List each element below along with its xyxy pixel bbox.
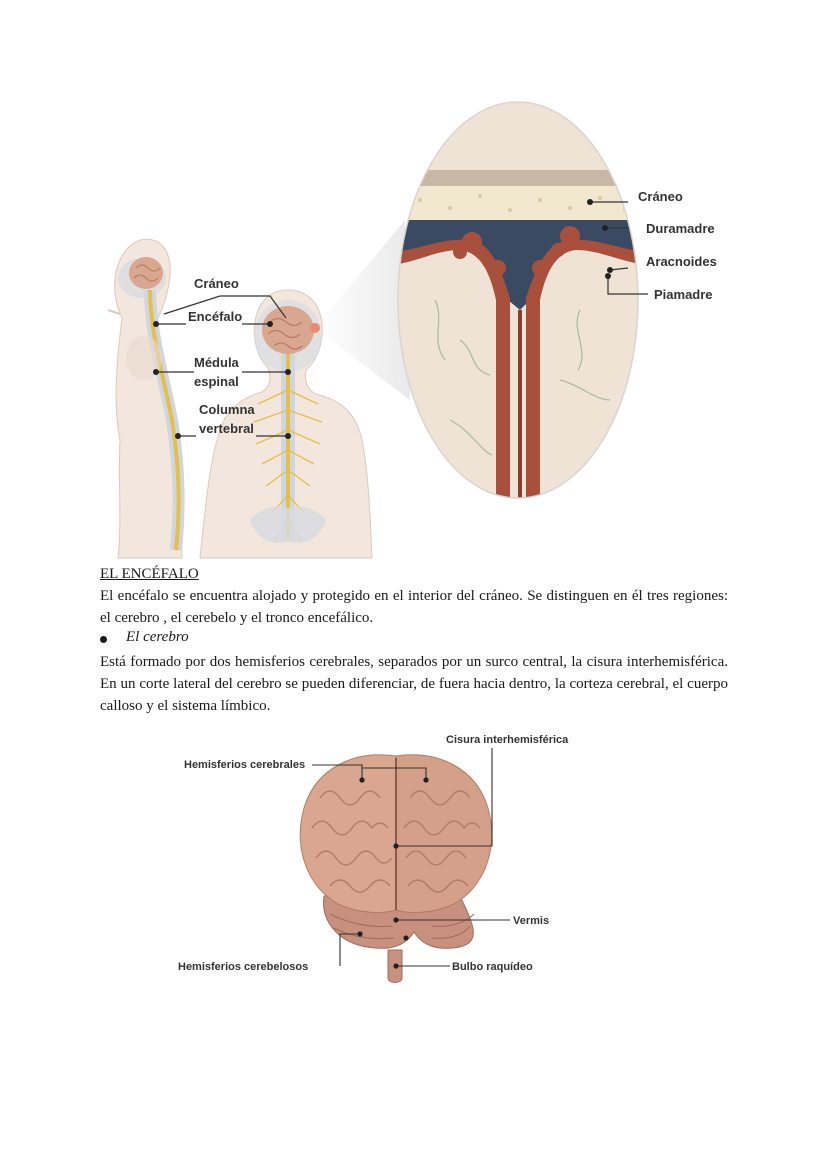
nervous-system-figure (100, 100, 740, 558)
bullet-cerebro: El cerebro (126, 629, 189, 645)
label-cisura: Cisura interhemisférica (446, 734, 569, 746)
label-columna-1: Columna (199, 402, 255, 417)
section-heading: EL ENCÉFALO (100, 566, 199, 582)
brain-figure (170, 728, 590, 988)
label-bulbo: Bulbo raquídeo (452, 961, 533, 973)
label-aracnoides: Aracnoides (646, 254, 717, 269)
label-craneo-body: Cráneo (194, 276, 239, 291)
meninges-cross-section (390, 100, 650, 500)
label-piamadre: Piamadre (654, 287, 713, 302)
label-hemisferios-cerebelosos: Hemisferios cerebelosos (178, 961, 309, 973)
zoom-projection (315, 220, 410, 400)
label-medula-2: espinal (194, 374, 239, 389)
side-body-illustration (108, 239, 182, 558)
label-medula-1: Médula (194, 355, 239, 370)
intro-paragraph: El encéfalo se encuentra alojado y protegido en el interior del cráneo. Se distinguen en él tres regiones: el cerebro , el cerebelo y el tronco encefálico. (100, 588, 728, 626)
cerebro-paragraph: Está formado por dos hemisferios cerebrales, separados por un surco central, la cisura interhemisférica. En un corte lateral del cerebro se pueden diferenciar, de fuera hacia dentro, la corteza cerebral, el cuerpo calloso y el sistema límbico. (100, 654, 728, 714)
label-encefalo: Encéfalo (188, 309, 243, 324)
label-craneo-meninges: Cráneo (638, 189, 683, 204)
bullet-dot (100, 636, 107, 643)
label-columna-2: vertebral (199, 421, 254, 436)
label-vermis: Vermis (513, 915, 550, 927)
label-duramadre: Duramadre (646, 221, 715, 236)
cerebrum-illustration (300, 755, 491, 913)
label-hemisferios-cerebrales: Hemisferios cerebrales (184, 759, 306, 771)
